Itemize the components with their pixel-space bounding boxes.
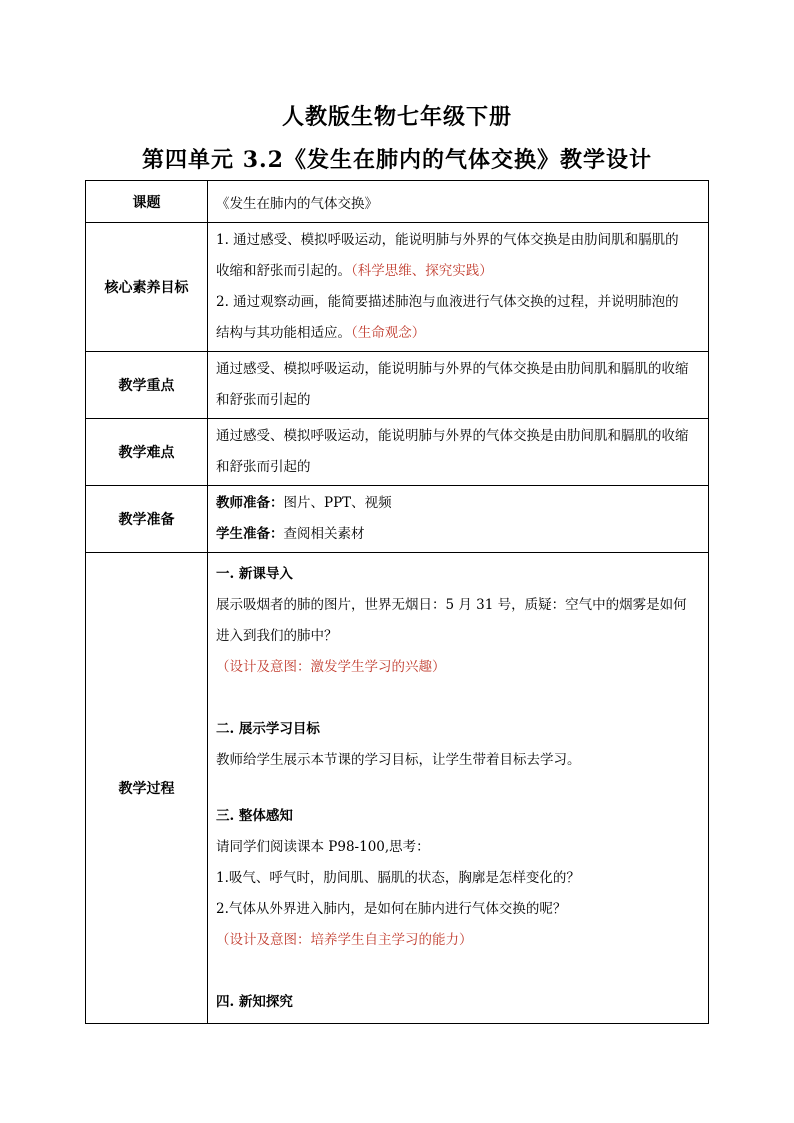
row-label-process: 教学过程: [86, 553, 208, 1024]
section-2-line-1: 教师给学生展示本节课的学习目标，让学生带着目标去学习。: [216, 751, 581, 768]
spacer: [216, 683, 700, 714]
table-row: [86, 486, 709, 553]
row-value-key: [208, 352, 709, 419]
goal-2-line-b: [216, 318, 700, 349]
table-row: [86, 181, 709, 223]
goal-1-line-a: 1. 通过感受、模拟呼吸运动，能说明肺与外界的气体交换是由肋间肌和膈肌的: [216, 232, 679, 248]
row-value-prep: [208, 486, 709, 553]
row-value-goals: [208, 223, 709, 352]
page-title: 人教版生物七年级下册: [281, 104, 512, 130]
row-label-prep: 教学准备: [86, 486, 208, 553]
section-1-line-1: 展示吸烟者的肺的图片，世界无烟日：5 月 31 号，质疑：空气中的烟雾是如何: [216, 596, 687, 613]
prep-teacher-value: 图片、PPT、视频: [283, 495, 392, 511]
section-1-line-2: 进入到我们的肺中？: [216, 627, 338, 644]
topic-text: 《发生在肺内的气体交换》: [216, 195, 378, 212]
prep-student: [216, 519, 700, 550]
difficult-line-1: 通过感受、模拟呼吸运动，能说明肺与外界的气体交换是由肋间肌和膈肌的收缩: [216, 428, 689, 444]
section-1-title: 一. 新课导入: [216, 565, 293, 582]
section-2-title: 二. 展示学习目标: [216, 720, 320, 737]
section-3-note: （设计及意图：培养学生自主学习的能力）: [216, 931, 473, 948]
section-1-note: （设计及意图：激发学生学习的兴趣）: [216, 658, 446, 675]
table-row: [86, 553, 709, 1024]
spacer: [216, 776, 700, 801]
section-3-line-1: 请同学们阅读课本 P98-100,思考：: [216, 838, 430, 855]
prep-teacher: [216, 488, 700, 519]
section-3-title: 三. 整体感知: [216, 807, 293, 824]
table-row: [86, 352, 709, 419]
row-label-key: 教学重点: [86, 352, 208, 419]
goal-1-text: 收缩和舒张而引起的。: [216, 263, 351, 279]
section-4-title: 四. 新知探究: [216, 993, 293, 1010]
row-value-difficult: [208, 419, 709, 486]
row-label-goals: 核心素养目标: [86, 223, 208, 352]
goal-2-line-a: 2. 通过观察动画，能简要描述肺泡与血液进行气体交换的过程，并说明肺泡的: [216, 294, 679, 310]
section-3-line-2: 1.吸气、呼气时，肋间肌、膈肌的状态，胸廓是怎样变化的？: [216, 869, 580, 886]
key-line-2: 和舒张而引起的: [216, 392, 311, 408]
table-row: [86, 223, 709, 352]
row-value-topic: [208, 181, 709, 223]
table-row: [86, 419, 709, 486]
row-label-difficult: 教学难点: [86, 419, 208, 486]
section-3-line-3: 2.气体从外界进入肺内，是如何在肺内进行气体交换的呢？: [216, 900, 567, 917]
key-line-1: 通过感受、模拟呼吸运动，能说明肺与外界的气体交换是由肋间肌和膈肌的收缩: [216, 361, 689, 377]
prep-student-label: 学生准备：: [216, 526, 284, 542]
goal-2-tag: （生命观念）: [351, 325, 426, 341]
difficult-line-2: 和舒张而引起的: [216, 459, 311, 475]
page-subtitle: 第四单元 3.2《发生在肺内的气体交换》教学设计: [142, 147, 652, 173]
prep-teacher-label: 教师准备：: [216, 495, 284, 511]
prep-student-value: 查阅相关素材: [283, 526, 365, 542]
goal-1-line-b: [216, 256, 700, 287]
goal-1-tag: （科学思维、探究实践）: [351, 263, 493, 279]
goal-2-text: 结构与其功能相适应。: [216, 325, 351, 341]
lesson-plan-table: [85, 180, 709, 1024]
row-value-process: [208, 553, 709, 1024]
spacer: [216, 956, 700, 987]
row-label-topic: 课题: [86, 181, 208, 223]
